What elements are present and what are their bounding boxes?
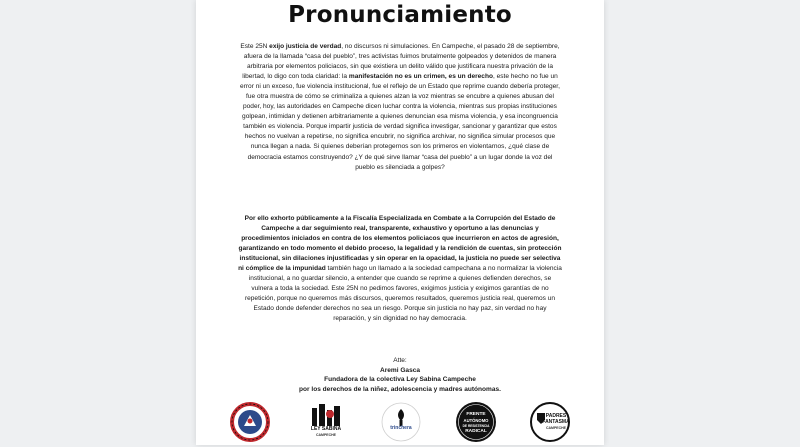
p1-text-3: , este hecho no fue un error ni un exceso, fue violencia institucional, fue el reflejo de un Estado que reprime cuando debería proteger, fue otra muestra de cómo se criminaliza a quienes alzan la voz mientras se encubre a quienes abusan del poder, hoy, las autoridades en Campeche dicen luchar contra la violencia, mientras sus propias instituciones golpean, intimidan y detienen arbitrariamente a quienes denuncian esa misma violencia, y esa incongruencia también es violencia. Porque impartir justicia de verdad significa investigar, sancionar y garantizar que estos hechos no vuelvan a repetirse, no significa encubrir, no significa archivar, no significa simular procesos que nunca llegan a nada. Si quienes deberían protegernos son los primeros en violentarnos, ¿qué clase de democracia estamos construyendo? ¿Y de qué sirve llamar “casa del pueblo” a un lugar donde la voz del pueblo es silenciada a golpes? — [240, 73, 560, 171]
p1-bold-1: exijo justicia de verdad — [269, 43, 342, 50]
p1-text-1: Este 25N — [240, 43, 270, 50]
signature-closing: Atte: — [393, 357, 407, 364]
paragraph-two — [238, 214, 562, 325]
ley-sabina-line2: CAMPECHE — [315, 433, 337, 437]
frente-autonomo-logo — [456, 402, 496, 442]
trinchera-logo — [381, 402, 421, 442]
ley-sabina-logo — [306, 402, 346, 442]
p2-text-1: también hago un llamado a la sociedad campechana a no normalizar la violencia institucional, a no guardar silencio, a entender que cuando se reprime a quienes defienden derechos, se vulnera a toda la sociedad. Este 25N no pedimos favores, exigimos justicia y exigimos garantías de no repetición, porque no queremos más discursos, queremos resultados, queremos justicia real, queremos un Estado donde defender derechos no sea un riesgo. Porque sin justicia no hay paz, sin verdad no hay reparación, y sin dignidad no hay democracia. — [244, 265, 562, 323]
padres-line1: PADRES — [545, 413, 567, 419]
padres-fantasma-logo — [530, 402, 570, 442]
frente-line2: AUTÓNOMO — [463, 418, 489, 423]
circular-badge-logo — [230, 402, 270, 442]
padres-line2: FANTASMA — [542, 419, 570, 425]
trinchera-label: trinchera — [390, 425, 412, 431]
circular-badge-icon — [230, 402, 270, 442]
document-page — [196, 0, 604, 445]
p2-bold-1: Por ello exhorto públicamente a la Fiscalía Especializada en Combate a la Corrupción del Estado de Campeche a dar seguimiento real, transparente, exhaustivo y oportuno a las denuncias y procedimientos iniciados en contra de los elementos policiacos que incurrieron en actos de agresión, garantizando en todo momento el debido proceso, la legalidad y la rendición de cuentas, sin protección institucional, sin dilaciones injustificadas y sin operar en la opacidad, la justicia no puede ser selectiva ni cómplice de la impunidad — [238, 215, 562, 273]
frente-line3: DE RESISTENCIA — [462, 423, 490, 428]
signature-name: Aremi Gasca — [379, 366, 421, 374]
document-title: Pronunciamiento — [288, 2, 512, 28]
frente-line1: FRENTE — [466, 412, 486, 417]
signature-block — [238, 356, 562, 394]
padres-line3: CAMPECHE — [545, 426, 567, 430]
ley-sabina-line1: LEY SABINA — [310, 426, 342, 432]
trinchera-icon — [381, 402, 421, 442]
p1-text-2: , no discursos ni simulaciones. En Campeche, el pasado 28 de septiembre, afuera de la llamada “casa del pueblo”, tres activistas fuimos brutalmente golpeados y detenidos de manera arbitraria por elementos policiacos, sin que existiera un delito válido que justificara nuestra privación de la libertad, lo digo con toda claridad: la — [242, 43, 560, 81]
paragraph-one — [238, 42, 562, 173]
logo-row — [224, 400, 576, 445]
signature-role: Fundadora de la colectiva Ley Sabina Campeche — [324, 376, 476, 384]
frente-line4: RADICAL — [465, 428, 487, 434]
signature-role-2: por los derechos de la niñez, adolescencia y madres autónomas. — [299, 385, 501, 393]
p1-bold-2: manifestación no es un crimen, es un derecho — [348, 73, 493, 81]
